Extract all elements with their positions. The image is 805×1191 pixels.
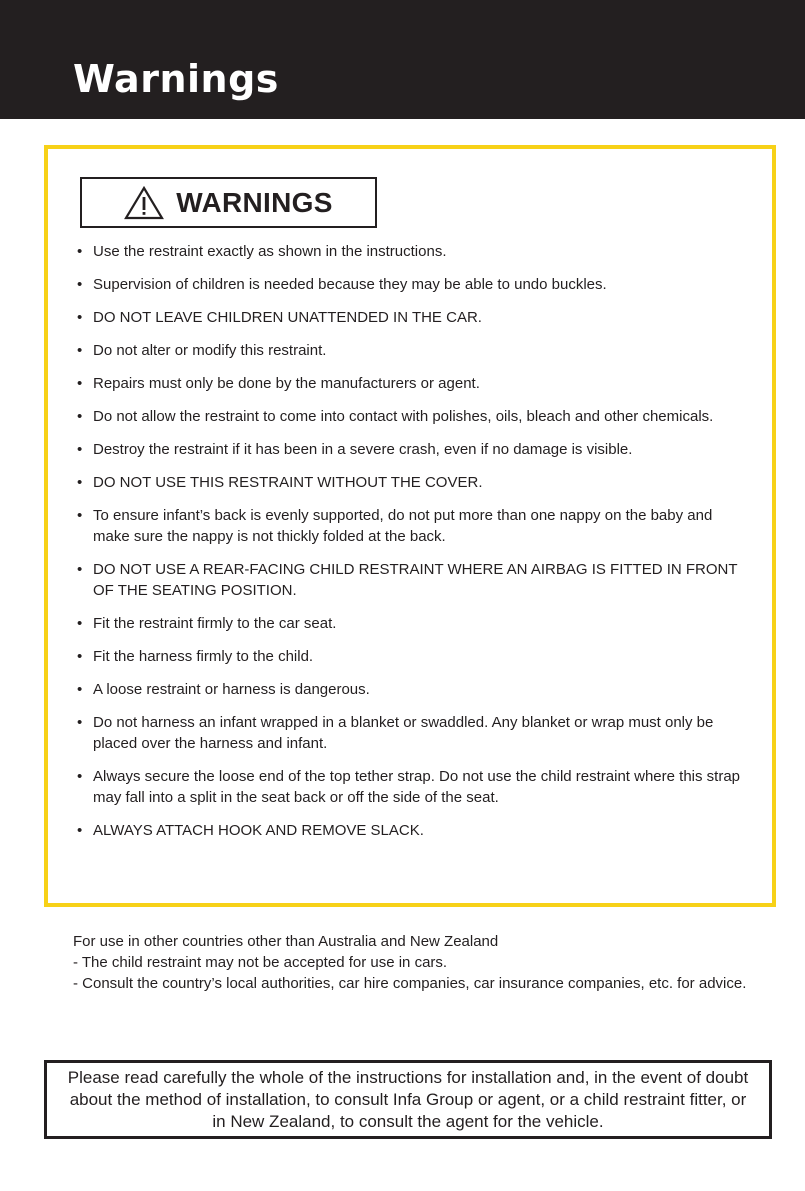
list-item: • Destroy the restraint if it has been in a severe crash, even if no damage is visible. [77,439,747,460]
notice-text: Please read carefully the whole of the instructions for installation and, in the event of doubt about the method of installation, to consult Infa Group or agent, or a child restraint fitter, or in New Zealand, to consult the agent for the vehicle. [67,1067,749,1131]
list-item: • Do not allow the restraint to come into contact with polishes, oils, bleach and other chemicals. [77,406,747,427]
list-item: • Fit the restraint firmly to the car seat. [77,613,747,634]
list-item: • Do not harness an infant wrapped in a blanket or swaddled. Any blanket or wrap must only be placed over the harness and infant. [77,712,747,754]
warnings-list [77,241,747,853]
page-header [0,0,805,119]
read-instructions-notice [44,1060,772,1139]
warnings-heading: WARNINGS [176,186,333,218]
other-countries-notes [73,931,753,994]
warnings-box [44,145,776,907]
notes-line: - The child restraint may not be accepted for use in cars. [73,954,448,971]
notes-line: - Consult the country’s local authorities, car hire companies, car insurance companies, etc. for advice. [73,975,747,992]
page-title: Warnings [73,57,279,101]
list-item: • Fit the harness firmly to the child. [77,646,747,667]
list-item: • Supervision of children is needed because they may be able to undo buckles. [77,274,747,295]
list-item: • To ensure infant’s back is evenly supported, do not put more than one nappy on the baby and make sure the nappy is not thickly folded at the back. [77,505,747,547]
list-item: • DO NOT USE THIS RESTRAINT WITHOUT THE COVER. [77,472,747,493]
notes-line: For use in other countries other than Australia and New Zealand [73,933,499,950]
list-item: • A loose restraint or harness is dangerous. [77,679,747,700]
warning-triangle-icon [124,186,164,220]
list-item: • DO NOT USE A REAR-FACING CHILD RESTRAINT WHERE AN AIRBAG IS FITTED IN FRONT OF THE SEATING POSITION. [77,559,747,601]
list-item: • Repairs must only be done by the manufacturers or agent. [77,373,747,394]
warnings-heading-box [80,177,377,228]
list-item: • ALWAYS ATTACH HOOK AND REMOVE SLACK. [77,820,747,841]
list-item: • DO NOT LEAVE CHILDREN UNATTENDED IN THE CAR. [77,307,747,328]
list-item: • Use the restraint exactly as shown in the instructions. [77,241,747,262]
list-item: • Always secure the loose end of the top tether strap. Do not use the child restraint where this strap may fall into a split in the seat back or off the side of the seat. [77,766,747,808]
list-item: • Do not alter or modify this restraint. [77,340,747,361]
